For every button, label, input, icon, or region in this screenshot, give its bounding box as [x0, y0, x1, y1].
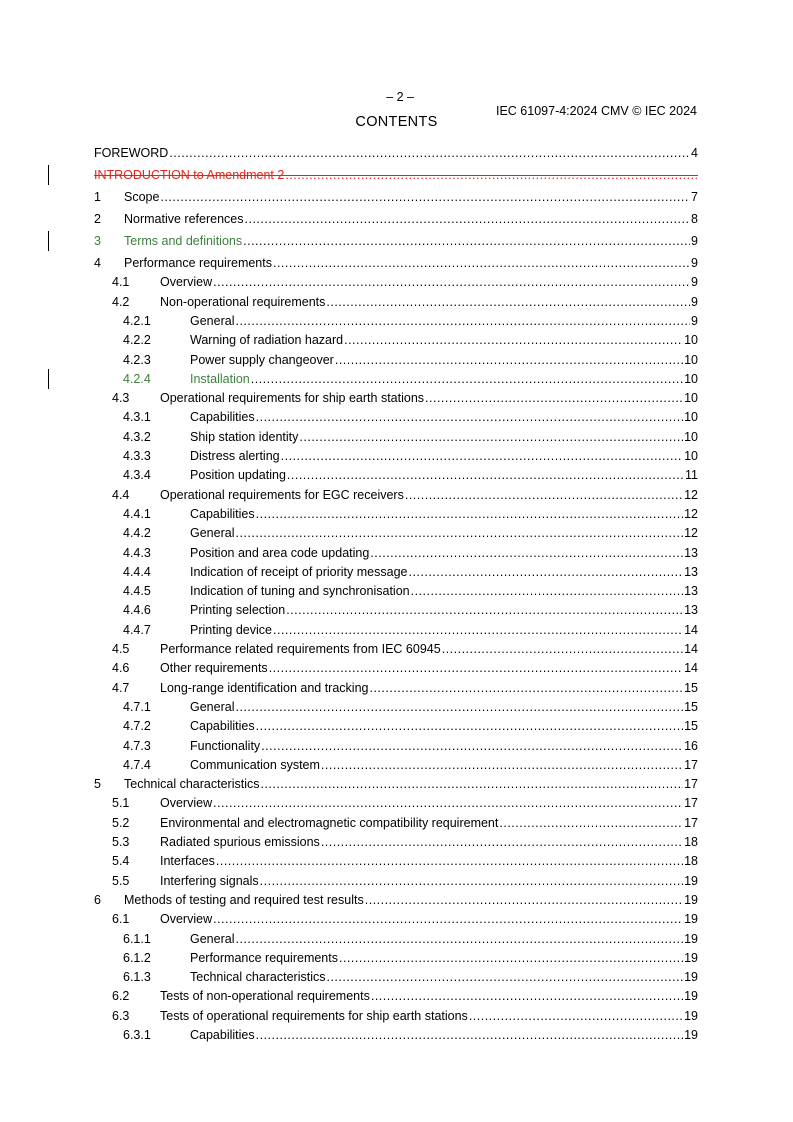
- toc-number: 4.3.3: [123, 449, 151, 463]
- toc-leader-dots: [411, 582, 684, 600]
- toc-label: Other requirements: [160, 661, 268, 676]
- toc-number: 4.7.1: [123, 699, 151, 714]
- toc-leader-dots: [286, 601, 683, 619]
- toc-page-number: 13: [684, 603, 698, 618]
- toc-leader-dots: [245, 210, 691, 228]
- toc-page-number: 17: [684, 796, 698, 811]
- toc-page-number: 15: [684, 699, 698, 714]
- toc-page-number: 10: [684, 352, 698, 367]
- toc-entry[interactable]: [94, 891, 698, 909]
- toc-label: Position updating: [190, 468, 286, 483]
- toc-leader-dots: [269, 659, 683, 677]
- toc-label: Position and area code updating: [190, 545, 370, 560]
- toc-number: 5.2: [112, 815, 130, 830]
- toc-leader-dots: [256, 717, 683, 735]
- toc-leader-dots: [235, 698, 683, 716]
- toc-number: 4.7.4: [123, 757, 151, 772]
- toc-number: 4.2.4: [123, 371, 151, 386]
- toc-label: Scope: [124, 190, 160, 204]
- toc-number: 4.6: [112, 661, 130, 676]
- toc-label: Interfaces: [160, 854, 215, 869]
- toc-label: Overview: [160, 275, 213, 290]
- toc-label: Terms and definitions: [124, 234, 243, 248]
- toc-page-number: 17: [684, 777, 698, 792]
- toc-page-number: 13: [684, 584, 698, 599]
- toc-page-number: 14: [684, 642, 698, 656]
- toc-entry[interactable]: [94, 717, 698, 735]
- toc-page-number: 13: [684, 564, 698, 579]
- toc-label: Installation: [190, 371, 250, 386]
- toc-label: General: [190, 526, 235, 541]
- toc-entry[interactable]: [94, 408, 698, 426]
- toc-entry[interactable]: [94, 756, 698, 774]
- toc-leader-dots: [370, 544, 683, 562]
- toc-entry[interactable]: [94, 428, 698, 446]
- toc-label: Communication system: [190, 757, 320, 772]
- toc-label: Distress alerting: [190, 449, 280, 463]
- toc-number: 3: [94, 234, 101, 248]
- toc-label: Interfering signals: [160, 873, 259, 888]
- toc-number: 5.3: [112, 835, 130, 849]
- toc-entry[interactable]: [94, 563, 698, 581]
- toc-leader-dots: [425, 389, 683, 407]
- toc-entry[interactable]: [94, 814, 698, 832]
- toc-leader-dots: [256, 408, 683, 426]
- toc-leader-dots: [216, 852, 683, 870]
- toc-label: Capabilities: [190, 410, 255, 425]
- toc-entry[interactable]: [94, 737, 698, 755]
- toc-leader-dots: [160, 188, 690, 206]
- toc-page-number: 9: [691, 234, 698, 248]
- toc-page-number: 19: [684, 873, 698, 888]
- toc-page-number: 9: [691, 275, 698, 290]
- toc-number: 4.2.2: [123, 333, 151, 348]
- toc-leader-dots: [213, 273, 690, 291]
- toc-number: 5: [94, 777, 101, 792]
- toc-leader-dots: [169, 144, 690, 162]
- toc-entry[interactable]: [94, 389, 698, 407]
- toc-page-number: 4: [691, 146, 698, 160]
- toc-entry[interactable]: [94, 1007, 698, 1025]
- toc-label: General: [190, 931, 235, 946]
- toc-page-number: 13: [684, 545, 698, 560]
- toc-label: Normative references: [124, 212, 244, 226]
- toc-entry[interactable]: [94, 544, 698, 562]
- toc-label: Tests of non-operational requirements: [160, 989, 370, 1004]
- toc-page-number: 19: [684, 892, 698, 907]
- toc-entry[interactable]: [94, 930, 698, 948]
- toc-label: Ship station identity: [190, 429, 299, 444]
- toc-number: 6.1.2: [123, 950, 151, 965]
- toc-label: Indication of tuning and synchronisation: [190, 584, 410, 599]
- change-bar: [48, 231, 49, 251]
- toc-leader-dots: [321, 833, 683, 851]
- toc-leader-dots: [285, 166, 697, 184]
- toc-number: 4.4.7: [123, 622, 151, 637]
- toc-number: 6: [94, 892, 101, 907]
- toc-label: Capabilities: [190, 719, 255, 734]
- toc-leader-dots: [326, 293, 690, 311]
- toc-leader-dots: [273, 621, 683, 639]
- toc-number: 4.2.1: [123, 313, 151, 328]
- toc-number: 2: [94, 212, 101, 226]
- toc-entry[interactable]: [94, 166, 698, 184]
- toc-number: 1: [94, 190, 101, 204]
- toc-label: Performance requirements: [124, 256, 272, 270]
- toc-number: 5.5: [112, 873, 130, 888]
- toc-entry[interactable]: [94, 254, 698, 272]
- page-title: CONTENTS: [355, 114, 438, 130]
- toc-label: General: [190, 313, 235, 328]
- toc-entry[interactable]: [94, 370, 698, 388]
- toc-leader-dots: [235, 312, 690, 330]
- toc-page-number: 9: [691, 256, 698, 270]
- toc-page-number: 14: [684, 622, 698, 637]
- toc-page-number: 16: [684, 738, 698, 753]
- toc-entry[interactable]: [94, 331, 698, 349]
- toc-number: 4.2: [112, 294, 130, 309]
- toc-entry[interactable]: [94, 486, 698, 504]
- toc-entry[interactable]: [94, 273, 698, 291]
- toc-entry[interactable]: [94, 640, 698, 658]
- toc-page-number: 9: [691, 294, 698, 309]
- toc-entry[interactable]: [94, 794, 698, 812]
- toc-leader-dots: [442, 640, 683, 658]
- toc-page-number: 19: [684, 970, 698, 985]
- toc-page-number: 10: [684, 333, 698, 348]
- toc-entry[interactable]: [94, 659, 698, 677]
- toc-label: FOREWORD: [94, 146, 169, 160]
- toc-label: Operational requirements for EGC receivers: [160, 487, 404, 502]
- toc-leader-dots: [321, 756, 683, 774]
- toc-label: Technical characteristics: [124, 777, 260, 792]
- toc-page-number: 18: [684, 835, 698, 849]
- toc-number: 4.7: [112, 680, 130, 695]
- toc-page-number: 19: [684, 1008, 698, 1023]
- toc-number: 5.4: [112, 854, 130, 869]
- toc-leader-dots: [408, 563, 683, 581]
- toc-leader-dots: [339, 949, 683, 967]
- toc-entry[interactable]: [94, 210, 698, 228]
- toc-entry[interactable]: [94, 1026, 698, 1044]
- toc-leader-dots: [235, 930, 683, 948]
- toc-page-number: 17: [684, 757, 698, 772]
- toc-entry[interactable]: [94, 968, 698, 986]
- toc-entry[interactable]: [94, 679, 698, 697]
- toc-page-number: 10: [684, 371, 698, 386]
- toc-label: Methods of testing and required test results: [124, 892, 364, 907]
- toc-number: 4.4.6: [123, 603, 151, 618]
- toc-page-number: 10: [684, 391, 698, 406]
- toc-number: 4.5: [112, 642, 130, 656]
- toc-leader-dots: [243, 232, 690, 250]
- toc-label: Functionality: [190, 738, 261, 753]
- toc-leader-dots: [369, 679, 683, 697]
- toc-entry[interactable]: [94, 466, 698, 484]
- toc-number: 4.4: [112, 487, 130, 502]
- toc-entry[interactable]: [94, 524, 698, 542]
- toc-leader-dots: [235, 524, 683, 542]
- toc-page-number: 11: [685, 468, 698, 483]
- toc-entry[interactable]: [94, 582, 698, 600]
- toc-entry[interactable]: [94, 621, 698, 639]
- toc-label: Warning of radiation hazard: [190, 333, 344, 348]
- toc-leader-dots: [260, 775, 683, 793]
- toc-entry[interactable]: [94, 188, 698, 206]
- toc-number: 6.1.1: [123, 931, 151, 946]
- toc-entry[interactable]: [94, 232, 698, 250]
- toc-label: Environmental and electromagnetic compatibility requirement: [160, 815, 499, 830]
- toc-label: Printing device: [190, 622, 272, 637]
- toc-number: 4: [94, 256, 101, 270]
- toc-page-number: 14: [684, 661, 698, 676]
- toc-label: Indication of receipt of priority message: [190, 564, 408, 579]
- toc-entry[interactable]: [94, 293, 698, 311]
- toc-page-number: 19: [684, 1028, 698, 1042]
- toc-page-number: 10: [684, 449, 698, 463]
- toc-page-number: 7: [691, 190, 698, 204]
- toc-page-number: 12: [684, 526, 698, 541]
- toc-leader-dots: [261, 737, 683, 755]
- toc-page-number: 19: [684, 912, 698, 927]
- toc-page-number: 15: [684, 680, 698, 695]
- page-number: – 2 –: [386, 90, 414, 104]
- toc-number: 6.2: [112, 989, 130, 1004]
- toc-leader-dots: [213, 794, 683, 812]
- change-bar: [48, 369, 49, 389]
- toc-leader-dots: [281, 447, 683, 465]
- toc-number: 4.3.4: [123, 468, 151, 483]
- toc-number: 4.4.2: [123, 526, 151, 541]
- toc-number: 4.4.1: [123, 506, 151, 521]
- toc-entry[interactable]: [94, 949, 698, 967]
- toc-number: 4.2.3: [123, 352, 151, 367]
- toc-entry[interactable]: [94, 144, 698, 162]
- toc-leader-dots: [344, 331, 683, 349]
- toc-label: Radiated spurious emissions: [160, 835, 320, 849]
- toc-label: Technical characteristics: [190, 970, 326, 985]
- toc-number: 5.1: [112, 796, 130, 811]
- toc-page-number: 18: [684, 854, 698, 869]
- toc-leader-dots: [365, 891, 683, 909]
- toc-leader-dots: [273, 254, 690, 272]
- toc-number: 4.4.4: [123, 564, 151, 579]
- toc-page-number: 10: [684, 429, 698, 444]
- toc-entry[interactable]: [94, 833, 698, 851]
- toc-label: Operational requirements for ship earth stations: [160, 391, 425, 406]
- toc-label: Power supply changeover: [190, 352, 334, 367]
- toc-label: Performance related requirements from IEC 60945: [160, 642, 441, 656]
- toc-number: 6.3.1: [123, 1028, 151, 1042]
- toc-page-number: 19: [684, 931, 698, 946]
- toc-number: 4.4.3: [123, 545, 151, 560]
- toc-entry[interactable]: [94, 312, 698, 330]
- toc-leader-dots: [299, 428, 683, 446]
- toc-leader-dots: [335, 351, 683, 369]
- toc-number: 4.3.1: [123, 410, 151, 425]
- toc-leader-dots: [405, 486, 683, 504]
- toc-label: Capabilities: [190, 1028, 255, 1042]
- toc-entry[interactable]: [94, 505, 698, 523]
- toc-leader-dots: [260, 872, 683, 890]
- toc-label: INTRODUCTION to Amendment 2: [94, 168, 285, 182]
- toc-label: Overview: [160, 796, 213, 811]
- toc-leader-dots: [251, 370, 683, 388]
- toc-entry[interactable]: [94, 987, 698, 1005]
- toc-label: General: [190, 699, 235, 714]
- toc-number: 4.4.5: [123, 584, 151, 599]
- toc-number: 4.3: [112, 391, 130, 406]
- page-header: [0, 76, 697, 118]
- toc-page-number: 17: [684, 815, 698, 830]
- document-id: IEC 61097-4:2024 CMV © IEC 2024: [496, 104, 697, 118]
- toc-entry[interactable]: [94, 351, 698, 369]
- toc-entry[interactable]: [94, 910, 698, 928]
- toc-entry[interactable]: [94, 447, 698, 465]
- toc-page-number: 9: [691, 313, 698, 328]
- toc-leader-dots: [287, 466, 684, 484]
- toc-leader-dots: [326, 968, 683, 986]
- toc-entry[interactable]: [94, 775, 698, 793]
- change-bar: [48, 165, 49, 185]
- toc-number: 6.1.3: [123, 970, 151, 985]
- toc-leader-dots: [256, 1026, 683, 1044]
- toc-number: 4.7.2: [123, 719, 151, 734]
- toc-entry[interactable]: [94, 872, 698, 890]
- toc-page-number: 10: [684, 410, 698, 425]
- toc-page-number: 19: [684, 950, 698, 965]
- toc-leader-dots: [371, 987, 683, 1005]
- toc-label: Tests of operational requirements for ship earth stations: [160, 1008, 468, 1023]
- toc-number: 6.3: [112, 1008, 130, 1023]
- toc-number: 4.1: [112, 275, 130, 290]
- toc-page-number: 12: [684, 506, 698, 521]
- toc-number: 6.1: [112, 912, 130, 927]
- toc-leader-dots: [469, 1007, 683, 1025]
- toc-label: Long-range identification and tracking: [160, 680, 369, 695]
- toc-page-number: 12: [684, 487, 698, 502]
- toc-leader-dots: [256, 505, 683, 523]
- toc-page-number: 8: [691, 212, 698, 226]
- toc-leader-dots: [499, 814, 683, 832]
- toc-number: 4.7.3: [123, 738, 151, 753]
- toc-label: Overview: [160, 912, 213, 927]
- toc-number: 4.3.2: [123, 429, 151, 444]
- toc-page-number: 19: [684, 989, 698, 1004]
- toc-label: Performance requirements: [190, 950, 338, 965]
- toc-entry[interactable]: [94, 601, 698, 619]
- toc-page-number: 15: [684, 719, 698, 734]
- toc-label: Non-operational requirements: [160, 294, 326, 309]
- toc-entry[interactable]: [94, 698, 698, 716]
- toc-label: Printing selection: [190, 603, 286, 618]
- toc-entry[interactable]: [94, 852, 698, 870]
- toc-label: Capabilities: [190, 506, 255, 521]
- toc-leader-dots: [213, 910, 683, 928]
